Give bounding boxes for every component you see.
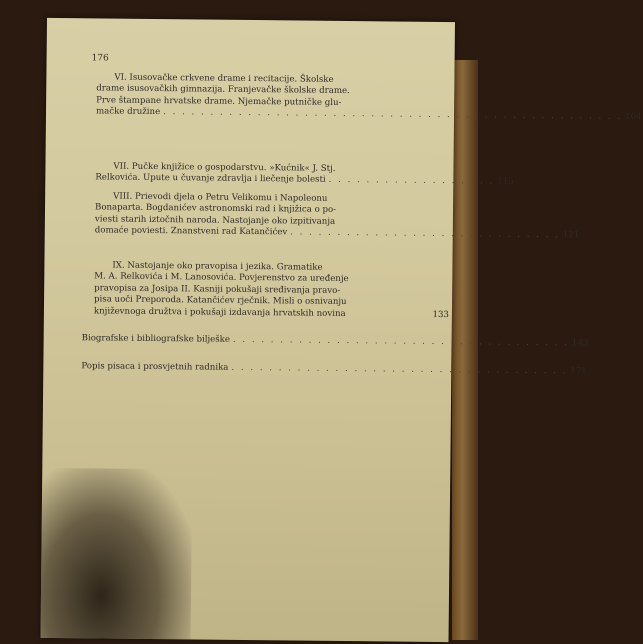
- toc-entry-viii: [94, 191, 580, 241]
- toc-entry-vi: [95, 72, 642, 123]
- toc-line: književnoga družtva i pokušaji izdavanja hrvatskih novina: [93, 305, 346, 319]
- dot-leader: [349, 316, 430, 317]
- toc-line: drame isusovačkih gimnazija. Franjevačke školske drame.: [96, 83, 350, 97]
- toc-line: viesti starih iztočnih naroda. Nastojanje oko izpitivanja: [94, 214, 336, 227]
- toc-line: Biografske i bibliografske bilješke: [81, 333, 230, 345]
- toc-page-number: 121: [562, 230, 580, 241]
- toc-line: M. A. Relkovića i M. Lanosovića. Povjerenstvo za uređenje: [94, 271, 349, 285]
- dot-leader: . . . . . . . . . . . . . . . . . . . . . . . . . . . . . . . . . . . .: [232, 334, 569, 349]
- book-page: [41, 18, 642, 642]
- toc-entry-popis: [81, 361, 587, 377]
- toc-line: Bonaparta. Bogdanićev astronomski rad i knjižica o po-: [94, 202, 337, 216]
- toc-line: Prve štampane hrvatske drame. Njemačke putničke glu-: [96, 95, 342, 108]
- dot-leader: . . . . . . . . . . . . . . . . . . . . . . . . . . . . . . . . . . . .: [231, 362, 568, 377]
- toc-entry-biografske: [81, 333, 589, 349]
- toc-line: VII. Pučke knjižice o gospodarstvu. »Kućnik« J. Stj.: [113, 161, 336, 174]
- toc-page-number: 104: [625, 112, 642, 123]
- toc-line: VI. Isusovačke crkvene drame i recitacije. Školske: [114, 72, 334, 85]
- dot-leader: . . . . . . . . . . . . . . . . . . . . . . . . . . . . .: [290, 227, 560, 241]
- hand-shadow: [41, 468, 193, 640]
- toc-page-number: 143: [571, 338, 589, 349]
- toc-line: pravopisa za Josipa II. Kasniji pokušaji sređivanja pravo-: [94, 283, 341, 296]
- toc-line: mačke družine: [95, 106, 161, 118]
- page-number: 176: [91, 53, 109, 64]
- dot-leader: . . . . . . . . . . . . . . . . . .: [328, 175, 495, 187]
- toc-entry-ix: [94, 260, 450, 321]
- toc-line: Popis pisaca i prosvjetnih radnika: [81, 361, 229, 373]
- dot-leader: . . . . . . . . . . . . . . . . . . . . . . . . . . . . . . . . . . . . . . . . . . . . . . . . .: [163, 107, 623, 123]
- toc-line: VIII. Prievodi djela o Petru Velikomu i Napoleonu: [113, 191, 328, 204]
- toc-entry-vii: [95, 161, 514, 188]
- background-book-edge: [452, 60, 478, 640]
- toc-line: pisa uoči Preporoda. Katančićev rječnik. Misli o osnivanju: [94, 294, 347, 308]
- toc-page-number: 171: [570, 366, 587, 377]
- toc-line: Relkovića. Upute u čuvanje zdravlja i liečenje bolesti: [95, 172, 326, 186]
- toc-page-number: 115: [497, 176, 514, 188]
- toc-line: domaće poviesti. Znanstveni rad Katančićev: [94, 225, 288, 238]
- toc-line: IX. Nastojanje oko pravopisa i jezika. Gramatike: [112, 260, 323, 273]
- toc-page-number: 133: [432, 309, 449, 320]
